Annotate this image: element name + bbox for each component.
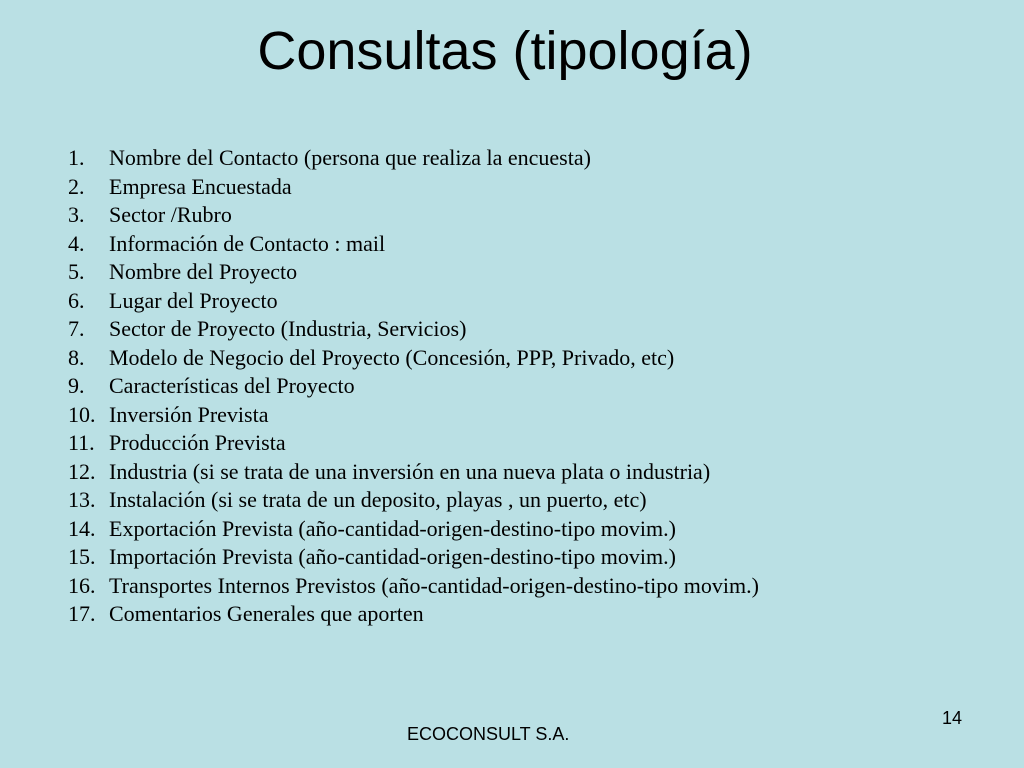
list-item-text: Sector /Rubro — [109, 202, 232, 227]
list-item-number: 4. — [68, 230, 85, 256]
list-item-text: Empresa Encuestada — [109, 173, 292, 199]
list-item-text: Lugar del Proyecto — [109, 287, 278, 313]
list-item-text: Inversión Prevista — [109, 401, 269, 427]
list-item-number: 13. — [68, 487, 96, 512]
list-item — [68, 173, 759, 202]
list-item-text: Sector de Proyecto (Industria, Servicios) — [109, 316, 467, 341]
list-item-number: 5. — [68, 259, 85, 284]
list-item-number: 16. — [68, 572, 96, 598]
list-item-text: Instalación (si se trata de un deposito, playas , un puerto, etc) — [109, 487, 647, 512]
list-item — [68, 315, 759, 344]
list-item-number: 2. — [68, 173, 85, 199]
list-item — [68, 344, 759, 373]
list-item — [68, 486, 759, 515]
list-item-text: Importación Prevista (año-cantidad-origen-destino-tipo movim.) — [109, 544, 676, 569]
list-item-number: 9. — [68, 373, 85, 398]
list-item — [68, 515, 759, 544]
list-item-text: Nombre del Contacto (persona que realiza la encuesta) — [109, 145, 591, 170]
list-item-number: 3. — [68, 202, 85, 227]
list-item-number: 10. — [68, 401, 96, 427]
list-item-number: 14. — [68, 515, 96, 541]
list-item-text: Modelo de Negocio del Proyecto (Concesión, PPP, Privado, etc) — [109, 344, 675, 370]
list-item-number: 12. — [68, 458, 96, 484]
list-item-number: 11. — [68, 430, 95, 455]
list-item-text: Comentarios Generales que aporten — [109, 601, 424, 626]
list-item-text: Exportación Prevista (año-cantidad-origen-destino-tipo movim.) — [109, 515, 676, 541]
list-item-number: 7. — [68, 316, 85, 341]
list-item-number: 6. — [68, 287, 85, 313]
footer-company-name: ECOCONSULT S.A. — [407, 724, 570, 744]
list-item-text: Industria (si se trata de una inversión en una nueva plata o industria) — [109, 458, 711, 484]
list-item — [68, 287, 759, 316]
list-item — [68, 429, 759, 458]
list-item — [68, 572, 759, 601]
list-item-number: 8. — [68, 344, 85, 370]
list-item — [68, 458, 759, 487]
list-item-text: Transportes Internos Previstos (año-cantidad-origen-destino-tipo movim.) — [109, 572, 759, 598]
list-item — [68, 543, 759, 572]
list-item — [68, 258, 759, 287]
list-item-text: Producción Prevista — [109, 430, 286, 455]
consultation-items-list — [68, 144, 759, 629]
list-item — [68, 144, 759, 173]
list-item-text: Características del Proyecto — [109, 373, 355, 398]
list-item — [68, 600, 759, 629]
list-item — [68, 401, 759, 430]
list-item — [68, 201, 759, 230]
page-number: 14 — [941, 708, 962, 728]
list-item-number: 15. — [68, 544, 96, 569]
slide-title: Consultas (tipología) — [257, 21, 753, 81]
list-item — [68, 372, 759, 401]
list-item-number: 1. — [68, 145, 85, 170]
list-item-text: Información de Contacto : mail — [109, 230, 386, 256]
list-item-number: 17. — [68, 601, 96, 626]
list-item-text: Nombre del Proyecto — [109, 259, 298, 284]
list-item — [68, 230, 759, 259]
